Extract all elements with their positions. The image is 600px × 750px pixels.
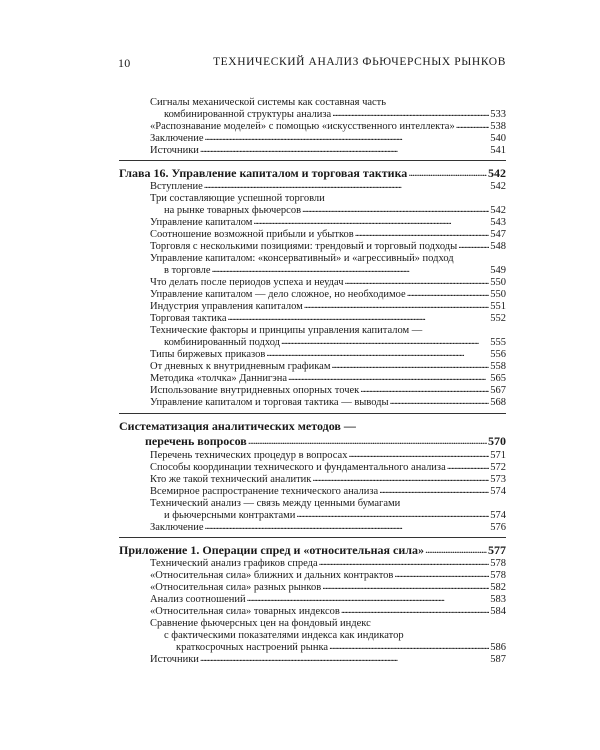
systematization-heading: Систематизация аналитических методов — <box>119 419 356 433</box>
running-title: ТЕХНИЧЕСКИЙ АНАЛИЗ ФЬЮЧЕРСНЫХ РЫНКОВ <box>213 56 506 68</box>
toc-entry-title: Индустрия управления капиталом <box>150 301 303 312</box>
toc-entry-page: 572 <box>490 462 506 473</box>
toc-entry-title: Что делать после периодов успеха и неудач <box>150 277 344 288</box>
toc-entry-page: 542 <box>488 166 506 180</box>
toc-entry[interactable] <box>150 654 506 666</box>
toc-entry-page: 550 <box>490 277 506 288</box>
toc-entry-title: Методика «толчка» Даннигэна <box>150 373 288 384</box>
toc-entry-page: 571 <box>490 450 506 461</box>
toc-entry-page: 567 <box>490 385 506 396</box>
running-header <box>118 56 506 72</box>
leader-dots <box>228 312 490 324</box>
toc-entry-title: Заключение <box>150 522 204 533</box>
toc-entry-page: 550 <box>490 289 506 300</box>
toc-entry-page: 578 <box>490 558 506 569</box>
toc-entry-title: перечень вопросов <box>145 434 247 448</box>
toc-entry[interactable] <box>150 181 506 193</box>
toc-entry-title: Вступление <box>150 181 203 192</box>
toc-entry-title: «Относительная сила» ближних и дальних контрактов <box>150 570 394 581</box>
chapter-16-heading[interactable] <box>119 166 506 180</box>
toc-entry[interactable] <box>150 522 506 534</box>
toc-entry[interactable] <box>150 397 506 409</box>
toc-entry-page: 548 <box>490 241 506 252</box>
toc-entry-title: и фьючерсными контрактами <box>164 510 296 521</box>
toc-entry-page: 568 <box>490 397 506 408</box>
page-number: 10 <box>118 56 131 70</box>
leader-dots <box>205 521 490 533</box>
toc-entry-title: Использование внутридневных опорных точек <box>150 385 360 396</box>
toc-entry-page: 558 <box>490 361 506 372</box>
toc-entry-title: Торговля с несколькими позициями: трендовый и торговый подходы <box>150 241 458 252</box>
leader-dots <box>341 605 489 617</box>
toc-entry-page: 542 <box>490 205 506 216</box>
leader-dots <box>302 204 489 216</box>
toc-entry-title: От дневных к внутридневным графикам <box>150 361 331 372</box>
leader-dots <box>322 581 489 593</box>
toc-line: с фактическими показателями индекса как индикатор <box>164 630 404 641</box>
leader-dots <box>348 449 489 461</box>
toc-entry-page: 582 <box>490 582 506 593</box>
appendix-1-heading[interactable] <box>119 543 506 557</box>
leader-dots <box>456 120 490 132</box>
toc-entry-title: Глава 16. Управление капиталом и торговая тактика <box>119 166 408 180</box>
leader-dots <box>247 593 490 605</box>
toc-entry[interactable] <box>150 606 506 618</box>
leader-dots <box>266 348 489 360</box>
toc-entry[interactable] <box>150 229 506 241</box>
toc-entry-title: Типы биржевых приказов <box>150 349 266 360</box>
toc-entry-page: 542 <box>490 181 506 192</box>
toc-entry-page: 533 <box>490 109 506 120</box>
leader-dots <box>447 461 490 473</box>
toc-entry-title: «Относительная сила» разных рынков <box>150 582 322 593</box>
leader-dots <box>332 108 489 120</box>
toc-entry-title: Перечень технических процедур в вопросах <box>150 450 348 461</box>
leader-dots <box>408 165 487 179</box>
toc-entry-page: 586 <box>490 642 506 653</box>
leader-dots <box>394 569 489 581</box>
leader-dots <box>331 360 489 372</box>
toc-entry-page: 577 <box>488 543 506 557</box>
toc-entry-page: 555 <box>490 337 506 348</box>
toc-entry-title: комбинированный подход <box>164 337 281 348</box>
toc-entry-title: Источники <box>150 145 199 156</box>
leader-dots <box>200 653 489 665</box>
section-divider <box>119 413 506 414</box>
toc-line: Сравнение фьючерсных цен на фондовый индекс <box>150 618 371 629</box>
toc-line: Сигналы механической системы как составная часть <box>150 97 387 108</box>
section-divider <box>119 160 506 161</box>
toc-entry-title: на рынке товарных фьючерсов <box>164 205 302 216</box>
leader-dots <box>253 216 489 228</box>
leader-dots <box>205 132 490 144</box>
leader-dots <box>304 300 489 312</box>
toc-entry-page: 556 <box>490 349 506 360</box>
toc-entry-page: 584 <box>490 606 506 617</box>
toc-entry-title: Источники <box>150 654 199 665</box>
toc-entry-title: Всемирное распространение технического анализа <box>150 486 379 497</box>
toc-entry-title: краткосрочных настроений рынка <box>176 642 329 653</box>
leader-dots <box>212 264 490 276</box>
leader-dots <box>425 542 487 556</box>
toc-entry-page: 574 <box>490 510 506 521</box>
toc-entry-title: Технический анализ графиков спреда <box>150 558 318 569</box>
toc-entry-title: Торговая тактика <box>150 313 227 324</box>
leader-dots <box>296 509 489 521</box>
toc-entry-title: Управление капиталом и торговая тактика — выводы <box>150 397 389 408</box>
leader-dots <box>329 641 489 653</box>
toc-entry-title: в торговле <box>164 265 211 276</box>
toc-entry-title: Анализ соотношений <box>150 594 246 605</box>
toc-entry-page: 551 <box>490 301 506 312</box>
toc-entry-page: 574 <box>490 486 506 497</box>
toc-entry-page: 583 <box>490 594 506 605</box>
toc-entry-title: Приложение 1. Операции спред и «относительная сила» <box>119 543 425 557</box>
toc-entry[interactable] <box>164 109 506 121</box>
toc-entry-page: 570 <box>488 434 506 448</box>
toc-entry[interactable] <box>150 313 506 325</box>
toc-entry-page: 540 <box>490 133 506 144</box>
leader-dots <box>379 485 489 497</box>
leader-dots <box>312 473 489 485</box>
leader-dots <box>281 336 489 348</box>
toc-line: Технические факторы и принципы управления капиталом — <box>150 325 423 336</box>
leader-dots <box>319 557 490 569</box>
leader-dots <box>458 240 489 252</box>
toc-line: Три составляющие успешной торговли <box>150 193 325 204</box>
toc-entry-page: 552 <box>490 313 506 324</box>
toc-entry-page: 576 <box>490 522 506 533</box>
toc-line: Технический анализ — связь между ценными бумагами <box>150 498 401 509</box>
leader-dots <box>355 228 490 240</box>
toc-entry-title: Способы координации технического и фундаментального анализа <box>150 462 446 473</box>
leader-dots <box>390 396 490 408</box>
toc-entry-page: 541 <box>490 145 506 156</box>
toc-line: Управление капиталом: «консервативный» и «агрессивный» подход <box>150 253 454 264</box>
toc-entry-title: Кто же такой технический аналитик <box>150 474 312 485</box>
toc-entry-title: Заключение <box>150 133 204 144</box>
toc-entry[interactable] <box>150 145 506 157</box>
leader-dots <box>248 433 487 447</box>
leader-dots <box>204 180 489 192</box>
toc-entry-page: 538 <box>490 121 506 132</box>
toc-entry-title: «Распознавание моделей» с помощью «искусственного интеллекта» <box>150 121 455 132</box>
toc-entry-page: 543 <box>490 217 506 228</box>
systematization-heading-entry[interactable] <box>145 434 506 448</box>
leader-dots <box>407 288 490 300</box>
toc-entry-page: 565 <box>490 373 506 384</box>
toc-entry-page: 587 <box>490 654 506 665</box>
leader-dots <box>360 384 489 396</box>
toc-entry-title: «Относительная сила» товарных индексов <box>150 606 340 617</box>
toc-entry-page: 578 <box>490 570 506 581</box>
toc-entry-page: 549 <box>490 265 506 276</box>
section-divider <box>119 537 506 538</box>
leader-dots <box>345 276 490 288</box>
toc-entry[interactable] <box>150 486 506 498</box>
leader-dots <box>288 372 489 384</box>
toc-entry-page: 573 <box>490 474 506 485</box>
toc-entry-title: Управление капиталом <box>150 217 253 228</box>
toc-entry[interactable] <box>150 241 506 253</box>
toc-entry-title: комбинированной структуры анализа <box>164 109 332 120</box>
toc-entry-title: Управление капиталом — дело сложное, но необходимое <box>150 289 406 300</box>
toc-entry-title: Соотношение возможной прибыли и убытков <box>150 229 354 240</box>
leader-dots <box>200 144 489 156</box>
toc-entry-page: 547 <box>490 229 506 240</box>
